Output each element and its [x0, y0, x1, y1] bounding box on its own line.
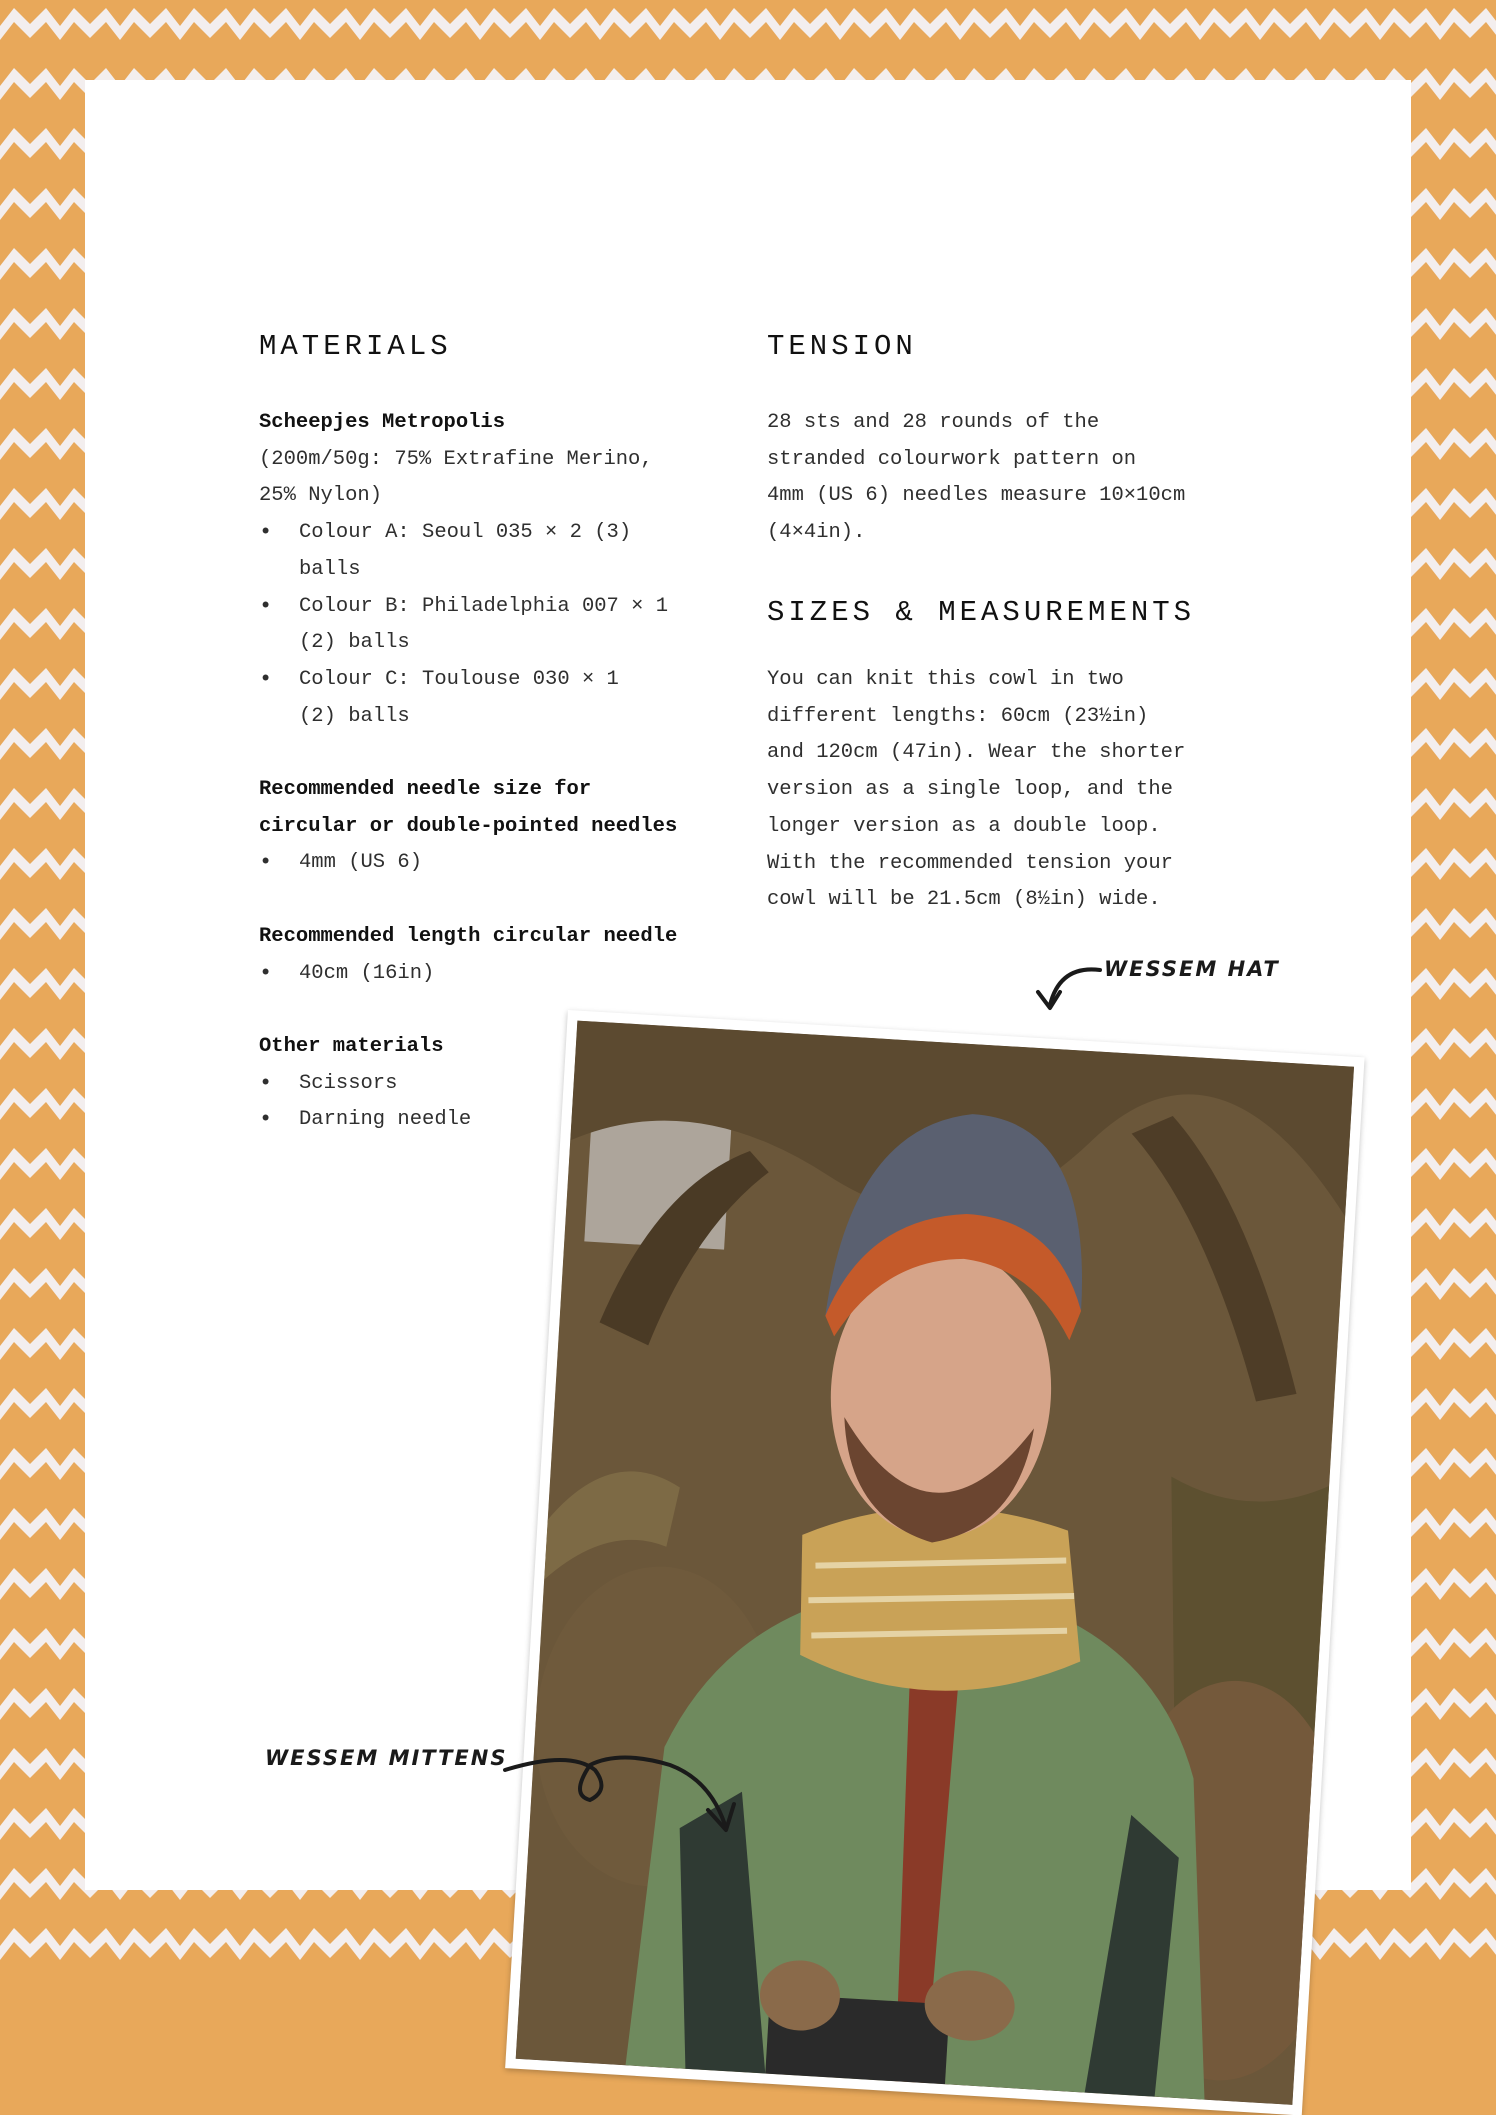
tension-line: stranded colourwork pattern on — [767, 447, 1137, 471]
wessem-mittens-annotation: WESSEM MITTENS — [265, 1746, 508, 1770]
sizes-line: and 120cm (47in). Wear the shorter — [767, 741, 1186, 765]
list-item — [259, 515, 739, 588]
photo-frame — [505, 1010, 1364, 2115]
tension-line: (4×4in). — [767, 521, 866, 545]
sizes-line: version as a single loop, and the — [767, 778, 1173, 802]
sizes-line: longer version as a double loop. — [767, 814, 1161, 838]
needle-size-heading: Recommended needle size for — [259, 778, 592, 802]
sizes-heading: SIZES & MEASUREMENTS — [767, 596, 1196, 629]
list-item: • Scissors — [259, 1066, 739, 1103]
materials-heading: MATERIALS — [259, 330, 452, 363]
list-item — [259, 589, 739, 662]
list-item: • Darning needle — [259, 1102, 739, 1139]
colour-a-line: • Colour A: Seoul 035 × 2 (3) — [299, 521, 632, 545]
sizes-line: You can knit this cowl in two — [767, 668, 1124, 691]
arrow-hat-icon — [1020, 960, 1110, 1020]
yarn-description-line: 25% Nylon) — [259, 484, 383, 508]
colour-b-line: • Colour B: Philadelphia 007 × 1 — [299, 594, 669, 618]
sizes-line: different lengths: 60cm (23½in) — [767, 704, 1149, 728]
yarn-description-line: (200m/50g: 75% Extrafine Merino, — [259, 447, 653, 471]
sizes-line: With the recommended tension your — [767, 851, 1173, 875]
sizes-line: cowl will be 21.5cm (8½in) wide. — [767, 888, 1161, 912]
colour-c-line: • Colour C: Toulouse 030 × 1 — [299, 667, 619, 691]
list-item — [259, 662, 739, 735]
yarn-name: Scheepjes Metropolis — [259, 411, 506, 434]
arrow-mittens-icon — [500, 1740, 740, 1840]
other-materials-heading: Other materials — [259, 1034, 444, 1058]
model-photo — [516, 1021, 1354, 2105]
wessem-hat-annotation: WESSEM HAT — [1104, 957, 1280, 981]
needle-length-list — [259, 956, 739, 993]
list-item: • 40cm (16in) — [259, 956, 739, 993]
sizes-section — [767, 662, 1237, 919]
colour-c-line: (2) balls — [299, 704, 410, 728]
list-item: • 4mm (US 6) — [259, 845, 739, 882]
tension-line: 4mm (US 6) needles measure 10×10cm — [767, 484, 1186, 508]
needle-length-heading: Recommended length circular needle — [259, 924, 678, 948]
tension-section — [767, 405, 1237, 552]
needle-size-heading: circular or double-pointed needles — [259, 814, 678, 838]
colour-a-line: balls — [299, 557, 361, 581]
colour-b-line: (2) balls — [299, 631, 410, 655]
colour-list — [259, 515, 739, 735]
tension-line: 28 sts and 28 rounds of the — [767, 411, 1100, 434]
photo-illustration — [516, 1021, 1354, 2105]
tension-heading: TENSION — [767, 330, 917, 363]
needle-size-list — [259, 845, 739, 882]
